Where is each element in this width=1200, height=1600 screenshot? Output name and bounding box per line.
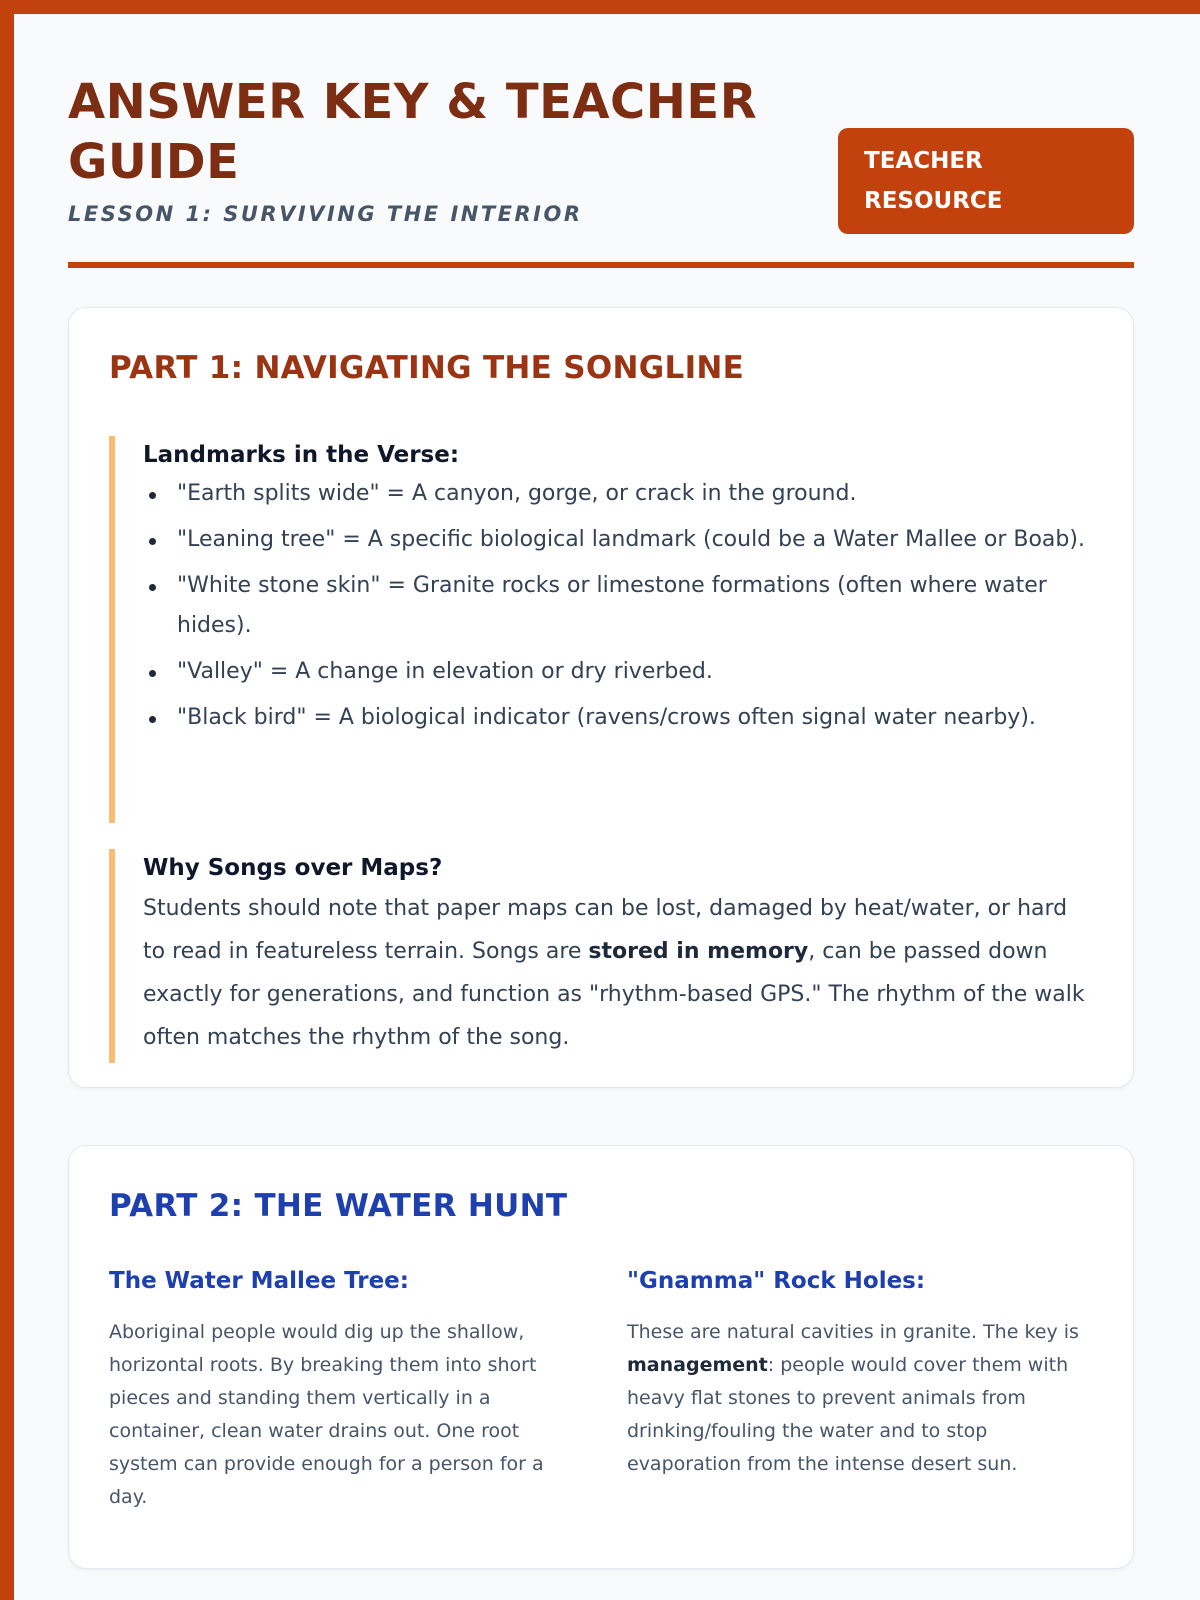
part2-title: PART 2: THE WATER HUNT [109,1188,568,1224]
why-songs-text [143,887,1089,1059]
list-item: "Earth splits wide" = A canyon, gorge, or crack in the ground. [143,474,1089,514]
why-text-part2: , can be passed down exactly for generations, and function as "rhythm-based GPS." The rhythm of the walk often matches the rhythm of the song. [143,939,1085,1050]
gnamma-text [627,1316,1095,1481]
header [68,72,1134,268]
gnamma-text-bold: management [627,1354,768,1376]
part1-card [68,307,1134,1088]
why-songs-title: Why Songs over Maps? [143,855,443,881]
water-mallee-column [109,1266,577,1514]
why-text-bold: stored in memory [588,939,809,964]
part1-title: PART 1: NAVIGATING THE SONGLINE [109,350,745,386]
gnamma-text-part2: : people would cover them with heavy flat stones to prevent animals from drinking/fouling the water and to stop evaporation from the intense desert sun. [627,1354,1069,1475]
page-title: ANSWER KEY & TEACHER GUIDE [68,74,758,190]
teacher-resource-badge: TEACHER RESOURCE [838,128,1134,234]
landmarks-callout [109,436,1089,823]
gnamma-text-part1: These are natural cavities in granite. The key is [627,1321,1079,1343]
gnamma-column [627,1266,1095,1481]
landmarks-list [143,474,1089,738]
lesson-subtitle: LESSON 1: SURVIVING THE INTERIOR [68,202,583,226]
why-songs-callout [109,849,1089,1063]
why-text-part1: Students should note that paper maps can be lost, damaged by heat/water, or hard to read in featureless terrain. Songs are [143,896,1068,964]
page [14,14,1200,1600]
water-mallee-text: Aboriginal people would dig up the shallow, horizontal roots. By breaking them into short pieces and standing them vertically in a container, clean water drains out. One root system can provide enough for a person for a day. [109,1321,544,1508]
list-item: "Valley" = A change in elevation or dry riverbed. [143,652,1089,692]
list-item: "Leaning tree" = A specific biological landmark (could be a Water Mallee or Boab). [143,520,1089,560]
part2-card [68,1145,1134,1569]
landmarks-title: Landmarks in the Verse: [143,442,460,468]
list-item: "Black bird" = A biological indicator (ravens/crows often signal water nearby). [143,698,1089,738]
gnamma-title: "Gnamma" Rock Holes: [627,1268,926,1294]
water-mallee-title: The Water Mallee Tree: [109,1268,409,1294]
list-item: "White stone skin" = Granite rocks or limestone formations (often where water hides). [143,566,1089,646]
